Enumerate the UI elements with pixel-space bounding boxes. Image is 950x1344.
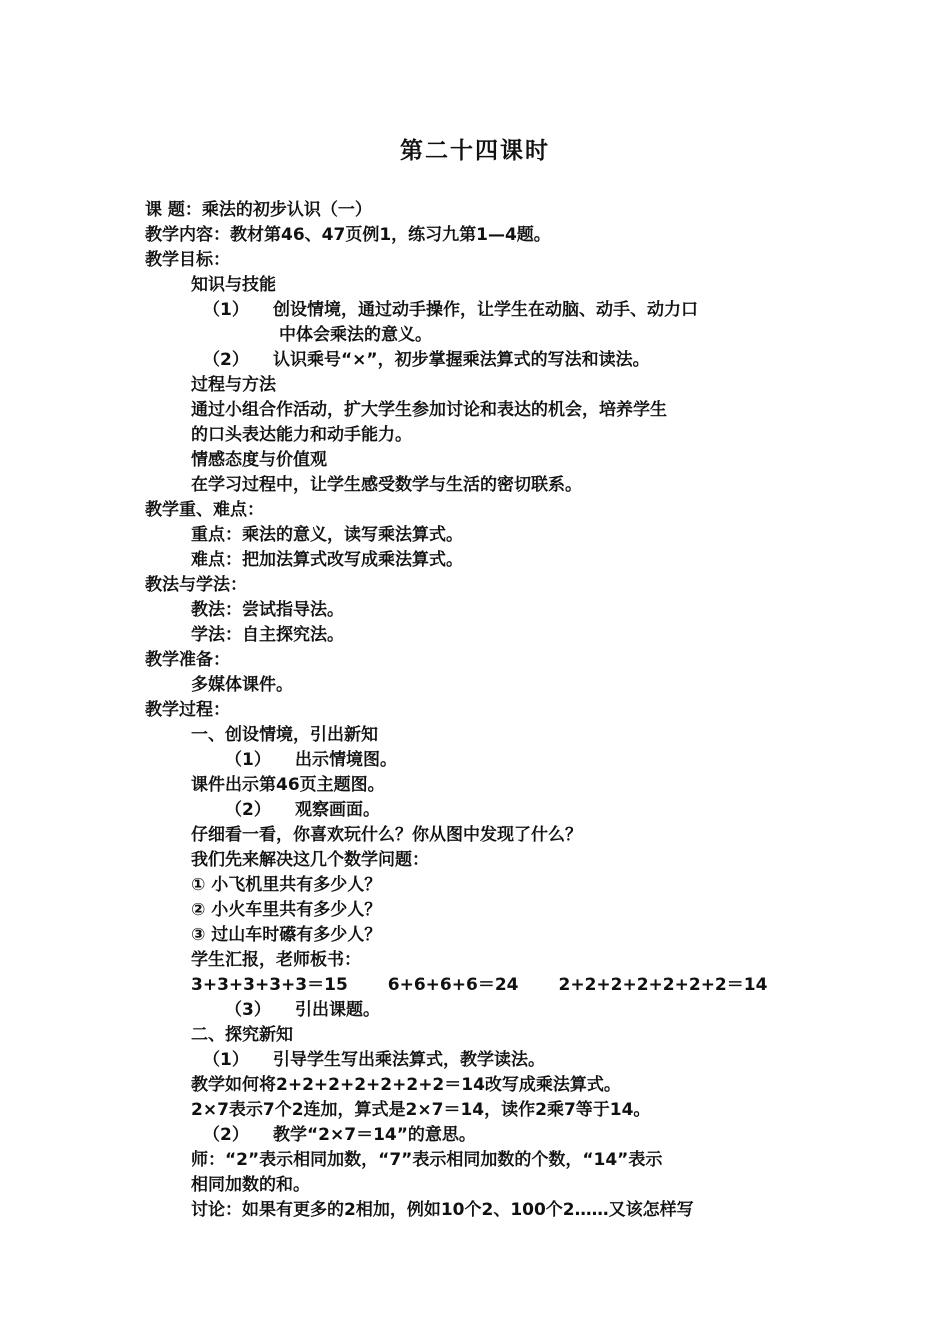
item-text: 出示情境图。 <box>295 750 397 770</box>
numbered-line <box>145 1123 810 1148</box>
numbered-line <box>145 748 810 773</box>
item-text: 引出课题。 <box>295 1000 380 1020</box>
item-text: 观察画面。 <box>295 800 380 820</box>
text-line: 2×7表示7个2连加，算式是2×7＝14，读作2乘7等于14。 <box>191 1100 651 1120</box>
equation: 2+2+2+2+2+2+2＝14 <box>558 975 768 995</box>
text-line: 讨论：如果有更多的2相加，例如10个2、100个2……又该怎样写 <box>191 1200 694 1220</box>
text-line: 课 题：乘法的初步认识（一） <box>145 200 372 220</box>
numbered-line <box>145 1048 810 1073</box>
text-line: 难点：把加法算式改写成乘法算式。 <box>191 550 463 570</box>
lesson-body <box>145 198 810 1223</box>
text-line: 课件出示第46页主题图。 <box>191 775 385 795</box>
item-number: （2） <box>225 800 271 820</box>
text-line: 教学准备： <box>145 650 230 670</box>
text-line: 通过小组合作活动，扩大学生参加讨论和表达的机会，培养学生 <box>191 400 667 420</box>
text-line: 教学目标： <box>145 250 230 270</box>
text-line: 知识与技能 <box>191 275 276 295</box>
text-line: 二、探究新知 <box>191 1025 293 1045</box>
numbered-line <box>145 348 810 373</box>
item-text: 教学“2×7＝14”的意思。 <box>273 1125 476 1145</box>
text-line: 仔细看一看，你喜欢玩什么？你从图中发现了什么？ <box>191 825 582 845</box>
text-line: 情感态度与价值观 <box>191 450 327 470</box>
item-number: （1） <box>225 750 271 770</box>
item-number: （1） <box>203 1050 249 1070</box>
text-line: 重点：乘法的意义，读写乘法算式。 <box>191 525 463 545</box>
item-text: 创设情境，通过动手操作，让学生在动脑、动手、动力口 <box>273 300 698 320</box>
text-line: 在学习过程中，让学生感受数学与生活的密切联系。 <box>191 475 582 495</box>
text-line: 教学如何将2+2+2+2+2+2+2＝14改写成乘法算式。 <box>191 1075 621 1095</box>
text-line: ① 小飞机里共有多少人？ <box>191 875 382 895</box>
numbered-line <box>145 298 810 323</box>
text-line: ③ 过山车时礤有多少人？ <box>191 925 382 945</box>
text-line: 我们先来解决这几个数学问题： <box>191 850 429 870</box>
numbered-line <box>145 798 810 823</box>
equation: 3+3+3+3+3＝15 <box>191 975 348 995</box>
text-line: 教学过程： <box>145 700 230 720</box>
text-line: 一、创设情境，引出新知 <box>191 725 378 745</box>
equations-line <box>145 973 810 998</box>
page-title: 第二十四课时 <box>400 137 550 164</box>
numbered-line <box>145 998 810 1023</box>
text-line: 过程与方法 <box>191 375 276 395</box>
text-line: 教法：尝试指导法。 <box>191 600 344 620</box>
text-line: 教法与学法： <box>145 575 247 595</box>
text-line: 中体会乘法的意义。 <box>279 325 432 345</box>
text-line: 教学重、难点： <box>145 500 264 520</box>
text-line: 师：“2”表示相同加数，“7”表示相同加数的个数，“14”表示 <box>191 1150 663 1170</box>
equation: 6+6+6+6＝24 <box>387 975 519 995</box>
text-line: 教学内容：教材第46、47页例1，练习九第1—4题。 <box>145 225 551 245</box>
item-number: （2） <box>203 1125 249 1145</box>
text-line: ② 小火车里共有多少人？ <box>191 900 382 920</box>
item-text: 引导学生写出乘法算式，教学读法。 <box>273 1050 545 1070</box>
text-line: 学生汇报，老师板书： <box>191 950 361 970</box>
text-line: 相同加数的和。 <box>191 1175 310 1195</box>
item-number: （2） <box>203 350 249 370</box>
text-line: 学法：自主探究法。 <box>191 625 344 645</box>
item-number: （1） <box>203 300 249 320</box>
text-line: 多媒体课件。 <box>191 675 293 695</box>
item-number: （3） <box>225 1000 271 1020</box>
item-text: 认识乘号“×”，初步掌握乘法算式的写法和读法。 <box>273 350 650 370</box>
text-line: 的口头表达能力和动手能力。 <box>191 425 412 445</box>
